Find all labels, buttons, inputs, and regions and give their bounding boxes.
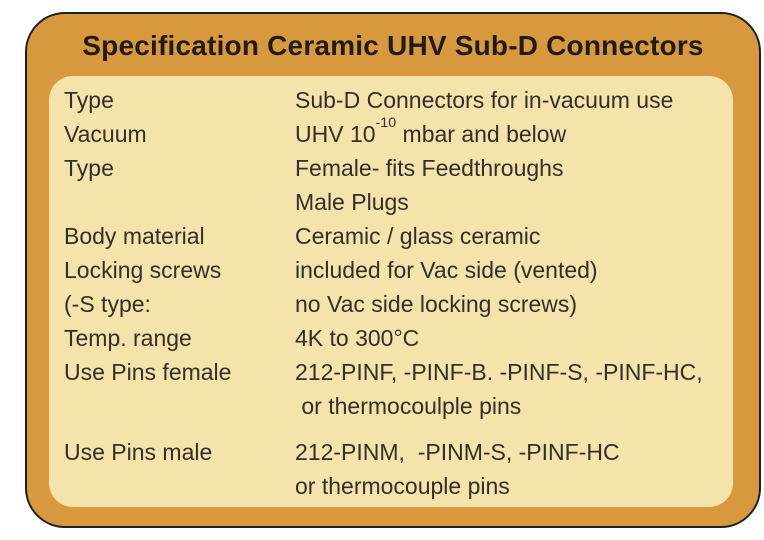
spec-value [295,469,723,503]
spec-card [25,12,761,528]
spec-row [64,355,723,389]
spec-panel [49,76,733,507]
spec-value-text: included for Vac side (vented) [295,257,598,283]
spec-label: Body material [64,223,205,249]
spec-rows [64,83,723,503]
spec-value-text: Sub-D Connectors for in-vacuum use [295,87,674,113]
spec-label: Use Pins male [64,439,213,465]
spec-value-text: Ceramic / glass ceramic [295,223,541,249]
spec-value-text: UHV 10 [295,121,376,147]
spec-label: (-S type: [64,291,151,317]
spec-row [64,253,723,287]
spec-row [64,185,723,219]
spec-value-text: Female- fits Feedthroughs [295,155,564,181]
spec-value [295,83,723,117]
spec-label: Temp. range [64,325,192,351]
spec-row [64,469,723,503]
spec-value-text: 212-PINM, -PINM-S, -PINF-HC [295,439,620,465]
spec-label [64,389,295,423]
spec-row [64,287,723,321]
spec-value [295,185,723,219]
spec-row [64,321,723,355]
spec-value [295,219,723,253]
spec-value-text: no Vac side locking screws) [295,291,578,317]
spec-row [64,83,723,117]
spec-label: Vacuum [64,121,147,147]
spec-row [64,219,723,253]
spec-value-text: 4K to 300°C [295,325,420,351]
spec-value-text: or thermocoulple pins [295,393,522,419]
spec-label: Type [64,155,114,181]
spec-value-superscript: -10 [375,114,397,131]
spec-label [64,469,295,503]
spec-label [64,185,295,219]
spec-label: Type [64,87,114,113]
spec-value [295,435,723,469]
spec-value-text: Male Plugs [295,189,409,215]
page-title: Specification Ceramic UHV Sub-D Connectors [82,30,704,61]
spec-label: Locking screws [64,257,222,283]
spec-value [295,253,723,287]
spec-value [295,389,723,423]
spec-value [295,114,723,151]
spec-value-text: 212-PINF, -PINF-B. -PINF-S, -PINF-HC, [295,359,703,385]
spec-row [64,114,723,151]
spec-row [64,435,723,469]
spec-value [295,287,723,321]
spec-value [295,151,723,185]
spec-value [295,321,723,355]
spec-row [64,389,723,423]
spec-value [295,355,723,389]
spec-value-text: mbar and below [396,121,567,147]
spec-label: Use Pins female [64,359,232,385]
spec-value-text: or thermocouple pins [295,473,510,499]
spec-row [64,151,723,185]
